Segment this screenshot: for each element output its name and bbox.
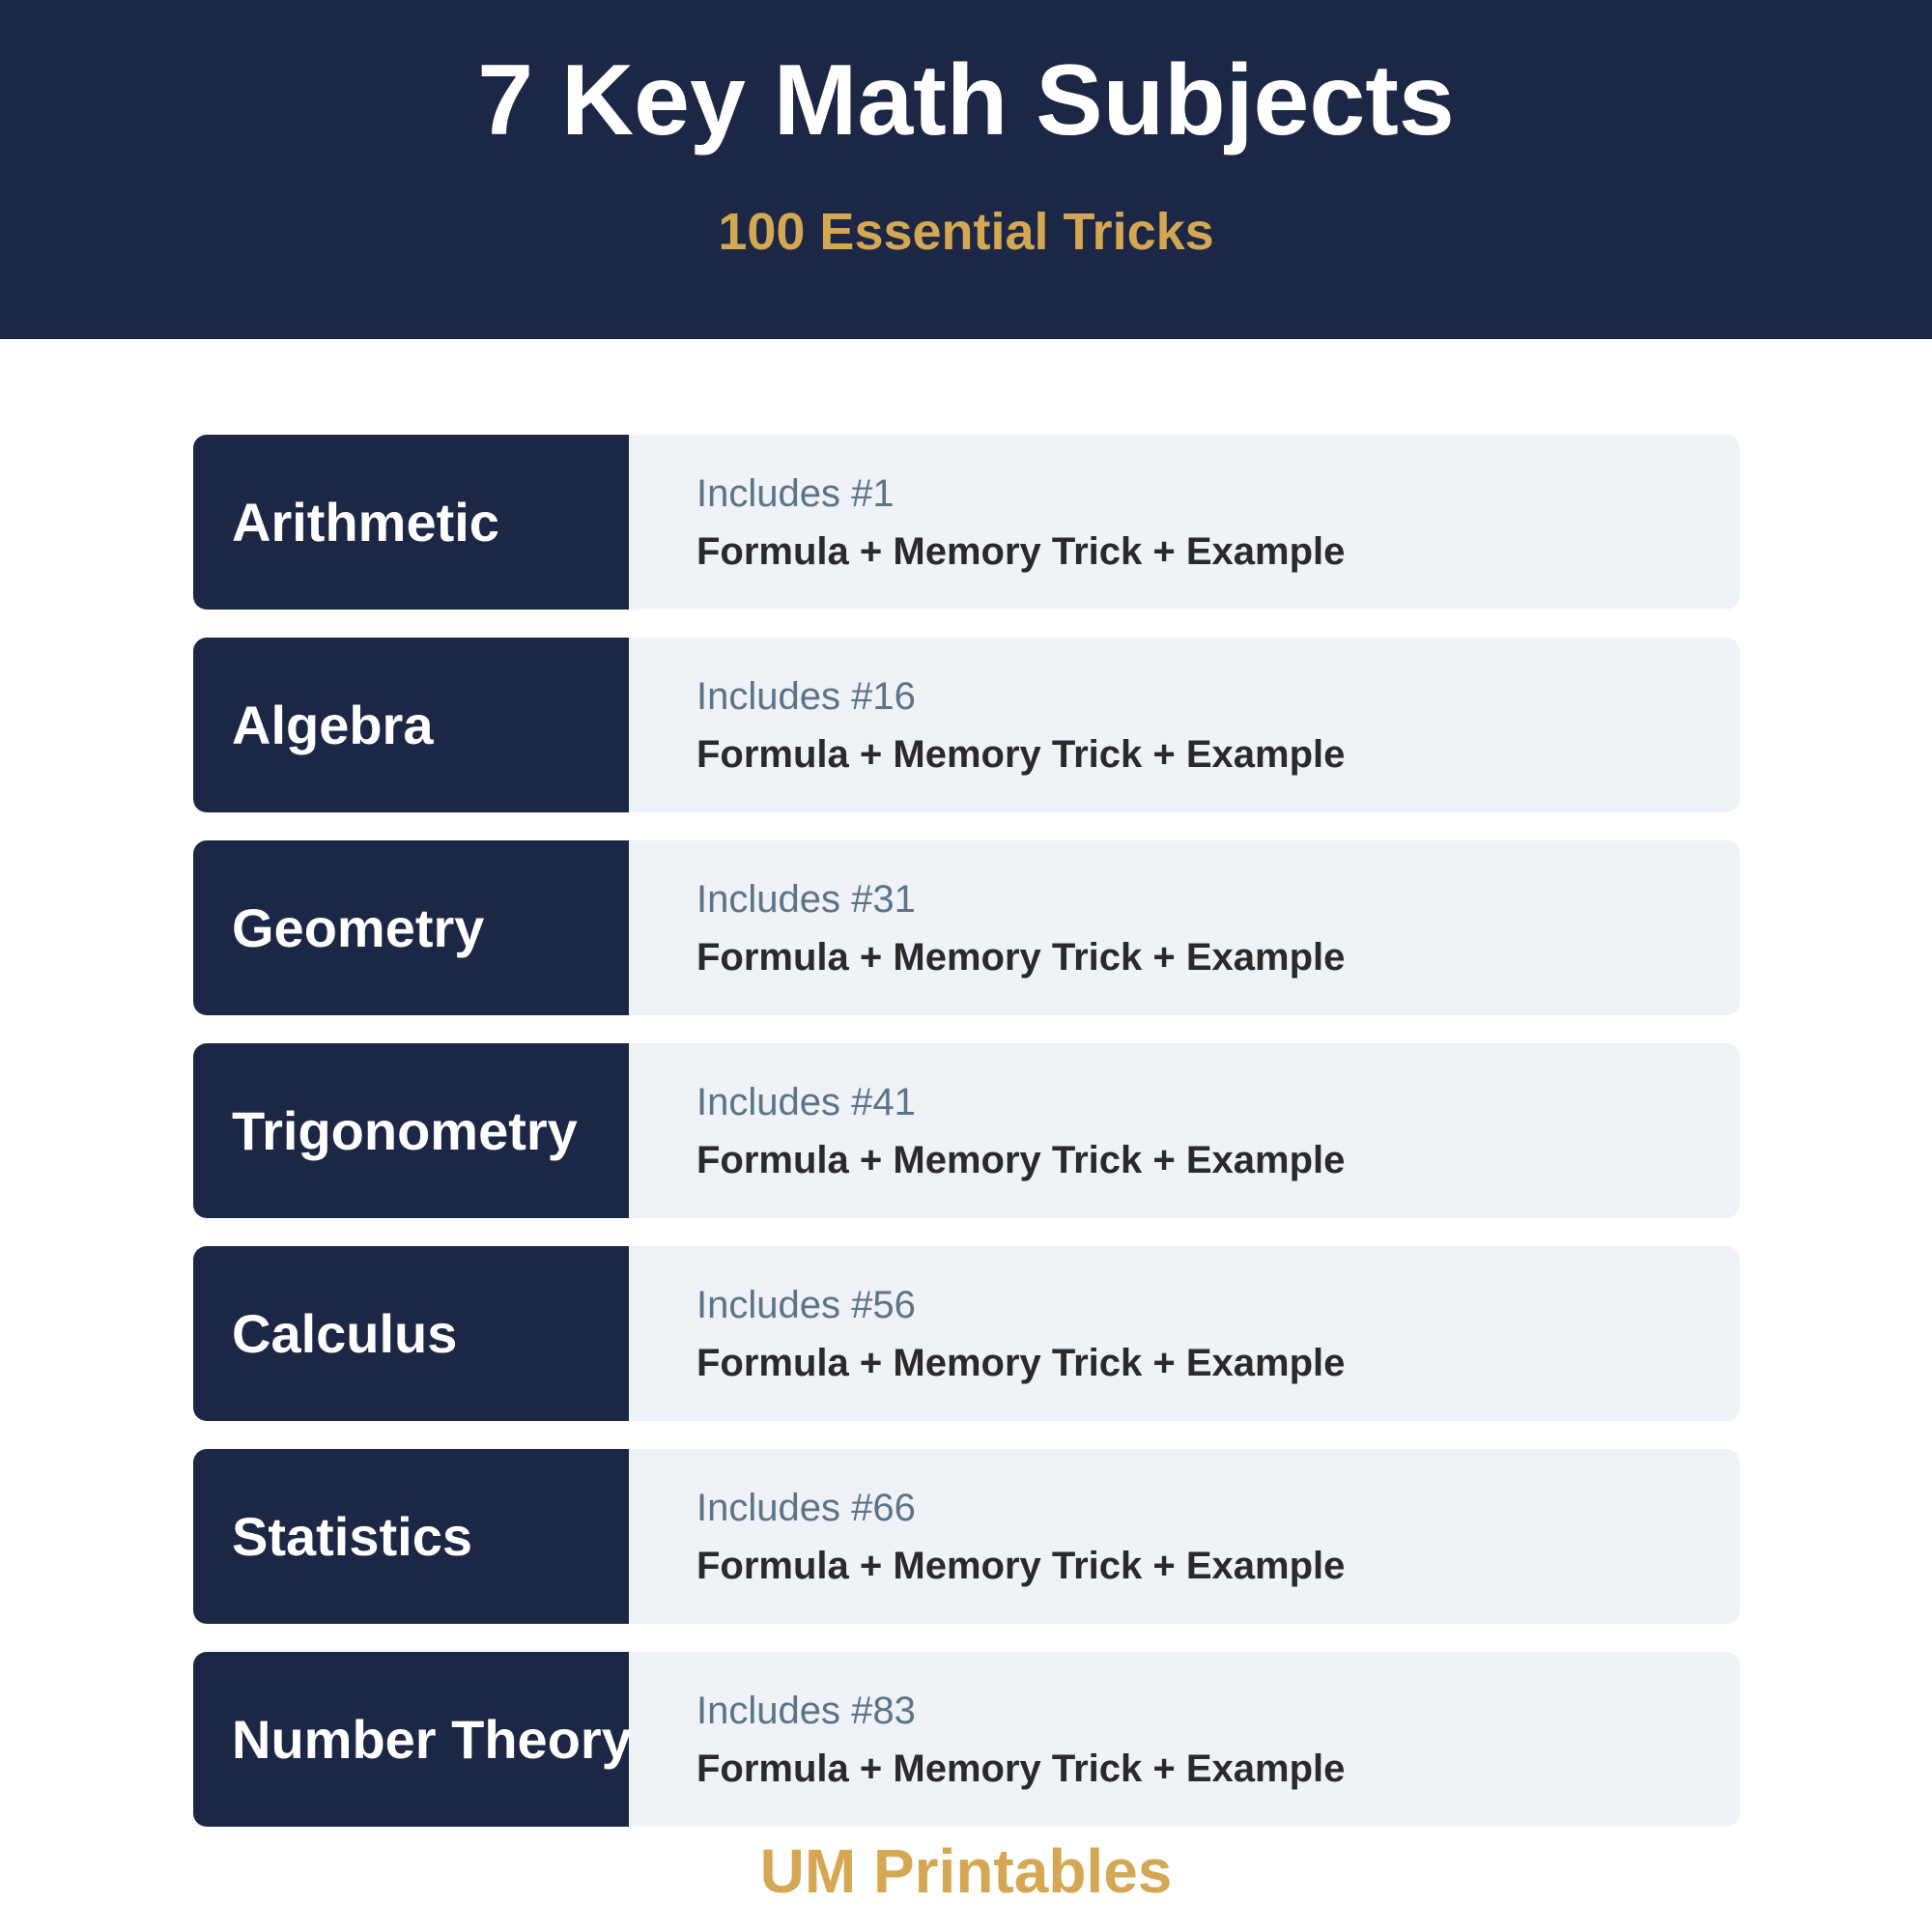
subject-name: Geometry: [232, 896, 485, 958]
subject-includes: Includes #1: [696, 471, 895, 515]
subject-description: Formula + Memory Trick + Example: [696, 1747, 1346, 1790]
subject-includes: Includes #16: [696, 674, 916, 718]
subject-includes: Includes #56: [696, 1283, 916, 1326]
subject-detail-cell: [629, 1449, 1740, 1624]
brand-footer: UM Printables: [759, 1836, 1173, 1906]
subject-name-cell: [193, 1652, 632, 1827]
subject-includes: Includes #83: [696, 1689, 916, 1732]
subject-row-statistics: [193, 1449, 1740, 1624]
subject-name: Number Theory: [232, 1708, 632, 1770]
subject-name: Calculus: [232, 1302, 458, 1364]
page-subtitle: 100 Essential Tricks: [718, 203, 1214, 261]
subject-detail-cell: [629, 1246, 1740, 1421]
subject-name-cell: [193, 840, 629, 1015]
subject-includes: Includes #31: [696, 877, 916, 921]
subject-name-cell: [193, 638, 629, 812]
subject-detail-cell: [629, 1043, 1740, 1218]
subject-row-arithmetic: [193, 435, 1740, 610]
subject-description: Formula + Memory Trick + Example: [696, 1341, 1346, 1384]
subject-list: [193, 435, 1740, 1855]
subject-name: Algebra: [232, 694, 434, 755]
header-banner: [0, 0, 1932, 339]
subject-detail-cell: [629, 1652, 1740, 1827]
subject-description: Formula + Memory Trick + Example: [696, 1138, 1346, 1181]
subject-name: Arithmetic: [232, 491, 499, 553]
subject-description: Formula + Memory Trick + Example: [696, 732, 1346, 776]
subject-row-trigonometry: [193, 1043, 1740, 1218]
subject-includes: Includes #66: [696, 1486, 916, 1529]
page-title: 7 Key Math Subjects: [477, 44, 1455, 156]
subject-includes: Includes #41: [696, 1080, 916, 1123]
subject-description: Formula + Memory Trick + Example: [696, 935, 1346, 979]
subject-name-cell: [193, 1043, 629, 1218]
subject-row-number-theory: [193, 1652, 1740, 1827]
subject-row-algebra: [193, 638, 1740, 812]
subject-name-cell: [193, 1246, 629, 1421]
subject-row-geometry: [193, 840, 1740, 1015]
subject-description: Formula + Memory Trick + Example: [696, 529, 1346, 573]
subject-name-cell: [193, 435, 629, 610]
subject-name: Trigonometry: [232, 1099, 578, 1161]
subject-detail-cell: [629, 638, 1740, 812]
subject-name-cell: [193, 1449, 629, 1624]
subject-row-calculus: [193, 1246, 1740, 1421]
subject-description: Formula + Memory Trick + Example: [696, 1544, 1346, 1587]
subject-detail-cell: [629, 840, 1740, 1015]
subject-detail-cell: [629, 435, 1740, 610]
subject-name: Statistics: [232, 1505, 472, 1567]
